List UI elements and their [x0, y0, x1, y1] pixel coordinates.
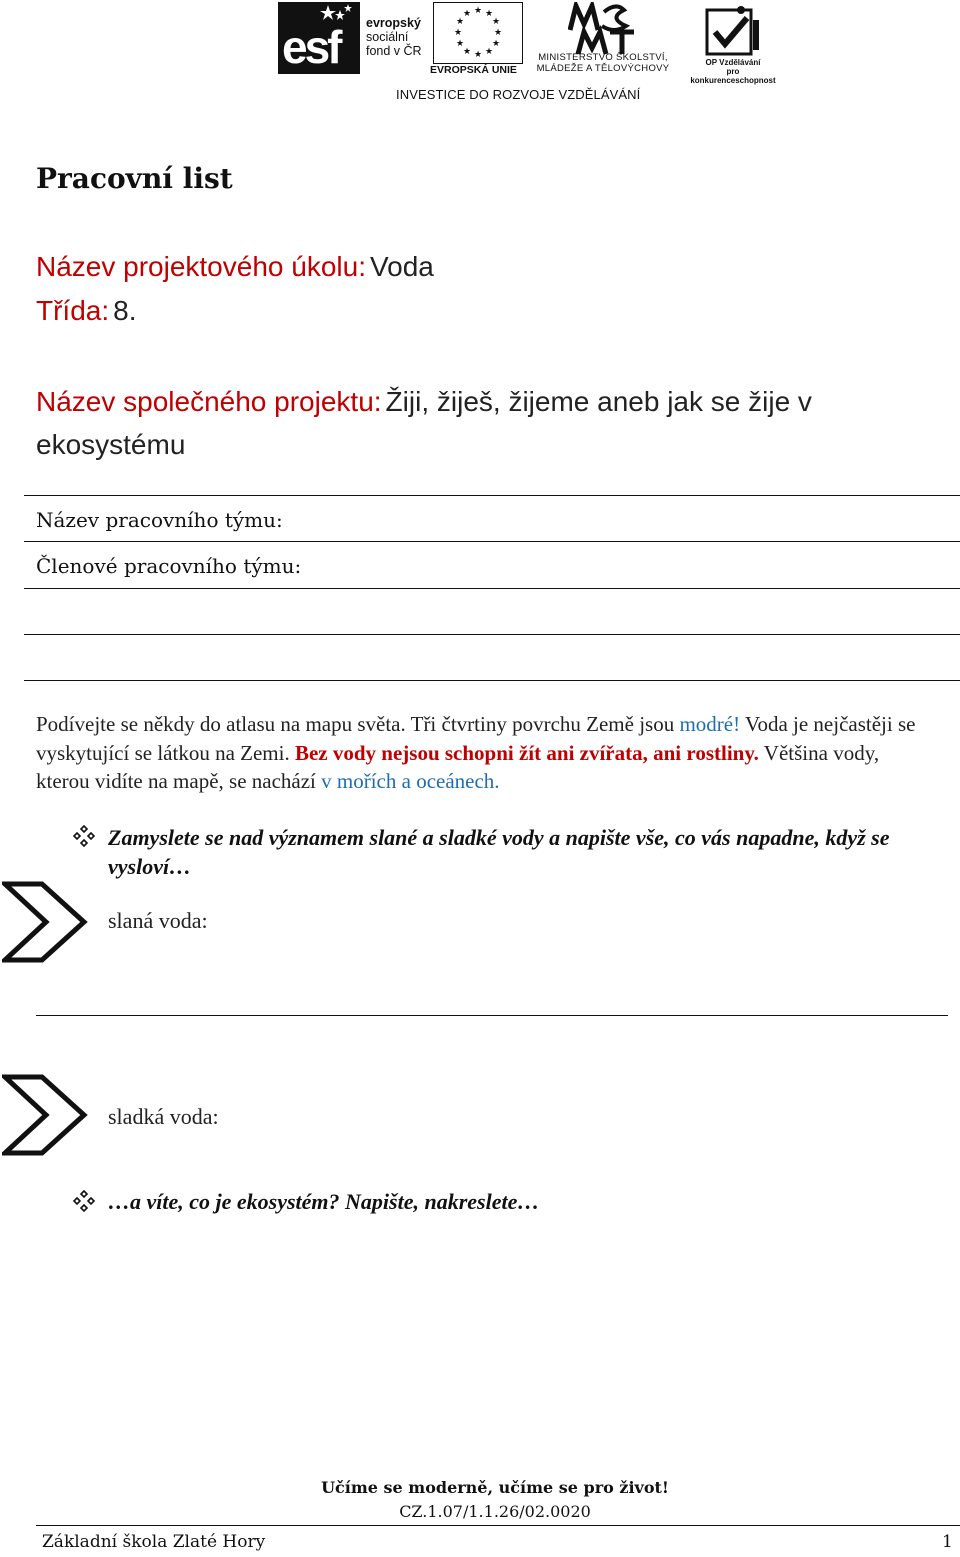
team-members-label: Členové pracovního týmu:	[36, 554, 302, 578]
page-title: Pracovní list	[36, 162, 233, 195]
diamond-bullet-icon	[72, 824, 96, 853]
class-row	[36, 295, 137, 327]
svg-text:★: ★	[491, 16, 501, 26]
esf-logo	[278, 2, 360, 74]
salt-water-label: slaná voda:	[108, 908, 208, 933]
svg-text:★: ★	[462, 46, 472, 56]
op-line1: OP Vzdělávání	[705, 58, 761, 67]
fresh-water-label: sladká voda:	[108, 1104, 219, 1129]
project-task-label: Název projektového úkolu:	[36, 251, 366, 282]
salt-water-answer-line	[36, 1015, 948, 1016]
chevron-right-icon	[2, 1073, 88, 1157]
esf-logo-text	[366, 16, 436, 58]
common-project-value: Žiji, žiješ, žijeme aneb jak se žije v ekosystému	[36, 386, 812, 460]
footer-rule	[36, 1525, 960, 1526]
svg-text:★: ★	[493, 27, 503, 37]
common-project-row	[36, 383, 916, 469]
intro-paragraph	[36, 710, 936, 796]
svg-text:★: ★	[453, 27, 463, 37]
divider-rule	[24, 495, 960, 496]
op-logo-icon	[703, 4, 763, 62]
op-line2: pro konkurenceschopnost	[690, 67, 776, 85]
op-logo-text	[683, 58, 783, 85]
class-label: Třída:	[36, 295, 110, 326]
svg-text:★: ★	[484, 46, 494, 56]
esf-text-line1: evropský	[366, 16, 421, 30]
investment-slogan: INVESTICE DO ROZVOJE VZDĚLÁVÁNÍ	[396, 87, 641, 102]
page-number: 1	[942, 1532, 953, 1552]
class-value: 8.	[113, 295, 137, 326]
common-project-label: Název společného projektu:	[36, 386, 382, 417]
intro-text-1: Podívejte se někdy do atlasu na mapu světa. Tři čtvrtiny povrchu Země jsou	[36, 712, 680, 736]
msmt-logo-text	[528, 52, 678, 74]
footer-school-name: Základní škola Zlaté Hory	[42, 1532, 266, 1552]
header-logo-bar	[278, 2, 783, 102]
chevron-right-icon	[2, 880, 88, 964]
msmt-line1: MINISTERSTVO ŠKOLSTVÍ,	[538, 52, 668, 63]
project-task-row	[36, 251, 434, 283]
footer-project-code: CZ.1.07/1.1.26/02.0020	[399, 1502, 591, 1521]
team-members-line-1	[24, 588, 960, 589]
intro-red-emphasis: Bez vody nejsou schopni žít ani zvířata, ani rostliny.	[294, 740, 759, 765]
svg-text:★: ★	[491, 38, 501, 48]
project-task-value: Voda	[369, 251, 434, 282]
intro-blue-2: v mořích a oceánech.	[321, 769, 500, 793]
intro-blue-1: modré!	[679, 712, 741, 736]
svg-text:★: ★	[473, 5, 483, 15]
task1-question: Zamyslete se nad významem slané a sladké vody a napište vše, co vás napadne, když se vysloví…	[108, 825, 890, 879]
svg-text:★: ★	[484, 8, 494, 18]
msmt-logo-icon	[568, 2, 638, 57]
svg-text:★: ★	[455, 38, 465, 48]
svg-text:★: ★	[455, 16, 465, 26]
task2-question: …a víte, co je ekosystém? Napište, nakreslete…	[108, 1189, 540, 1214]
team-name-label: Název pracovního týmu:	[36, 508, 283, 532]
team-members-line-2	[24, 634, 960, 635]
eu-flag-icon	[433, 2, 523, 64]
esf-text-line3: fond v ČR	[366, 44, 422, 58]
diamond-bullet-icon	[72, 1189, 96, 1218]
msmt-line2: MLÁDEŽE A TĚLOVÝCHOVY	[536, 63, 670, 74]
team-name-line	[24, 541, 960, 542]
intro-text-3: Většina vody, kterou vidíte na mapě, se nachází	[36, 740, 880, 793]
esf-text-line2: sociální	[366, 30, 409, 44]
team-members-line-3	[24, 680, 960, 681]
eu-logo-label: EVROPSKÁ UNIE	[430, 64, 517, 76]
svg-text:★: ★	[473, 49, 483, 59]
footer-motto: Učíme se moderně, učíme se pro život!	[321, 1478, 669, 1497]
intro-text-2: Voda je nejčastěji se vyskytující se látkou na Zemi.	[36, 712, 916, 765]
esf-letters: esf	[282, 21, 340, 73]
svg-text:★: ★	[462, 8, 472, 18]
